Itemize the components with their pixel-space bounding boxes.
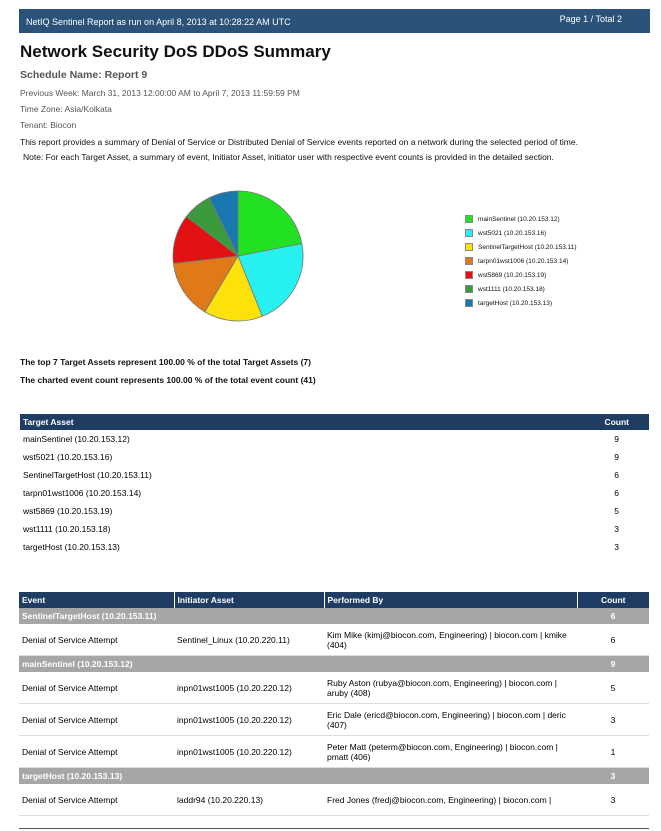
detail-header-row xyxy=(19,592,649,608)
legend-item xyxy=(465,240,577,254)
legend-label: targetHost (10.20.153.13) xyxy=(478,299,553,307)
event-cell: Denial of Service Attempt xyxy=(19,624,174,656)
legend-item xyxy=(465,212,577,226)
header-target-asset: Target Asset xyxy=(20,414,485,430)
legend-item xyxy=(465,226,577,240)
count-cell: 1 xyxy=(577,736,649,768)
footer-rule xyxy=(19,828,649,829)
report-header-bar xyxy=(19,9,650,33)
report-run-info: NetIQ Sentinel Report as run on April 8, 2013 at 10:28:22 AM UTC xyxy=(26,17,291,27)
initiator-asset-cell: laddr94 (10.20.220.13) xyxy=(174,784,324,816)
initiator-asset-cell: inpn01wst1005 (10.20.220.12) xyxy=(174,704,324,736)
count-cell: 3 xyxy=(577,704,649,736)
legend-swatch xyxy=(465,285,473,293)
performed-by-cell: Eric Dale (ericd@biocon.com, Engineering) | biocon.com | deric (407) xyxy=(324,704,577,736)
header-event: Event xyxy=(19,592,174,608)
group-row xyxy=(19,768,649,785)
count-cell: 9 xyxy=(614,452,619,462)
count-cell: 3 xyxy=(577,784,649,816)
target-asset-cell: wst1111 (10.20.153.18) xyxy=(23,524,111,534)
table-row xyxy=(20,520,649,538)
event-detail-table xyxy=(19,592,649,816)
count-cell: 9 xyxy=(614,434,619,444)
table-row xyxy=(19,672,649,704)
target-asset-cell: mainSentinel (10.20.153.12) xyxy=(23,434,130,444)
legend-label: tarpn01wst1006 (10.20.153.14) xyxy=(478,257,569,265)
group-count: 6 xyxy=(577,608,649,624)
legend-item xyxy=(465,282,577,296)
initiator-asset-cell: inpn01wst1005 (10.20.220.12) xyxy=(174,672,324,704)
count-cell: 6 xyxy=(614,488,619,498)
header-count: Count xyxy=(485,414,649,430)
target-asset-cell: SentinelTargetHost (10.20.153.11) xyxy=(23,470,152,480)
legend-item xyxy=(465,296,577,310)
count-cell: 5 xyxy=(614,506,619,516)
chart-legend xyxy=(465,212,577,310)
event-count-stat: The charted event count represents 100.00 % of the total event count (41) xyxy=(20,375,316,385)
page-indicator: Page 1 / Total 2 xyxy=(559,14,622,24)
initiator-asset-cell: Sentinel_Linux (10.20.220.11) xyxy=(174,624,324,656)
group-count: 3 xyxy=(577,768,649,785)
event-cell: Denial of Service Attempt xyxy=(19,736,174,768)
time-zone: Time Zone: Asia/Kolkata xyxy=(20,104,112,114)
summary-header-row xyxy=(20,414,649,430)
table-row xyxy=(19,736,649,768)
legend-label: wst5021 (10.20.153.16) xyxy=(478,229,547,237)
table-row xyxy=(19,704,649,736)
group-count: 9 xyxy=(577,656,649,673)
legend-label: SentinelTargetHost (10.20.153.11) xyxy=(478,243,577,251)
table-row xyxy=(20,484,649,502)
header-performed-by: Performed By xyxy=(324,592,577,608)
report-description: This report provides a summary of Denial of Service or Distributed Denial of Service events reported on a network during the selected period of time. xyxy=(20,137,578,147)
event-cell: Denial of Service Attempt xyxy=(19,672,174,704)
group-row xyxy=(19,656,649,673)
legend-swatch xyxy=(465,215,473,223)
previous-week: Previous Week: March 31, 2013 12:00:00 AM to April 7, 2013 11:59:59 PM xyxy=(20,88,300,98)
initiator-asset-cell: inpn01wst1005 (10.20.220.12) xyxy=(174,736,324,768)
report-title: Network Security DoS DDoS Summary xyxy=(20,42,331,61)
target-asset-cell: wst5869 (10.20.153.19) xyxy=(23,506,113,516)
table-row xyxy=(20,448,649,466)
table-row xyxy=(19,624,649,656)
legend-item xyxy=(465,254,577,268)
legend-item xyxy=(465,268,577,282)
table-row xyxy=(20,502,649,520)
count-cell: 3 xyxy=(614,524,619,534)
group-name: mainSentinel (10.20.153.12) xyxy=(19,656,577,673)
header-initiator-asset: Initiator Asset xyxy=(174,592,324,608)
count-cell: 6 xyxy=(614,470,619,480)
performed-by-cell: Fred Jones (fredj@biocon.com, Engineering) | biocon.com | xyxy=(324,784,577,816)
legend-swatch xyxy=(465,257,473,265)
performed-by-cell: Kim Mike (kimj@biocon.com, Engineering) | biocon.com | kmike (404) xyxy=(324,624,577,656)
target-asset-cell: wst5021 (10.20.153.16) xyxy=(23,452,113,462)
legend-label: wst1111 (10.20.153.18) xyxy=(478,285,545,293)
table-row xyxy=(20,538,649,556)
target-asset-cell: tarpn01wst1006 (10.20.153.14) xyxy=(23,488,142,498)
target-asset-pie-chart xyxy=(168,186,308,326)
report-note: Note: For each Target Asset, a summary of event, Initiator Asset, initiator user with respective event counts is provided in the detailed section. xyxy=(23,152,554,162)
table-row xyxy=(20,430,649,448)
group-name: SentinelTargetHost (10.20.153.11) xyxy=(19,608,577,624)
performed-by-cell: Ruby Aston (rubya@biocon.com, Engineering) | biocon.com | aruby (408) xyxy=(324,672,577,704)
target-asset-cell: targetHost (10.20.153.13) xyxy=(23,542,120,552)
count-cell: 5 xyxy=(577,672,649,704)
event-cell: Denial of Service Attempt xyxy=(19,704,174,736)
performed-by-cell: Peter Matt (peterm@biocon.com, Engineering) | biocon.com | pmatt (406) xyxy=(324,736,577,768)
event-cell: Denial of Service Attempt xyxy=(19,784,174,816)
target-asset-summary-table xyxy=(20,414,649,556)
header-count: Count xyxy=(577,592,649,608)
group-name: targetHost (10.20.153.13) xyxy=(19,768,577,785)
top-assets-stat: The top 7 Target Assets represent 100.00 % of the total Target Assets (7) xyxy=(20,357,311,367)
legend-label: wst5869 (10.20.153.19) xyxy=(478,271,547,279)
count-cell: 6 xyxy=(577,624,649,656)
legend-swatch xyxy=(465,271,473,279)
legend-swatch xyxy=(465,229,473,237)
legend-swatch xyxy=(465,299,473,307)
tenant: Tenant: Biocon xyxy=(20,120,77,130)
legend-label: mainSentinel (10.20.153.12) xyxy=(478,215,560,223)
group-row xyxy=(19,608,649,624)
table-row xyxy=(19,784,649,816)
count-cell: 3 xyxy=(614,542,619,552)
table-row xyxy=(20,466,649,484)
schedule-name: Schedule Name: Report 9 xyxy=(20,69,148,81)
legend-swatch xyxy=(465,243,473,251)
